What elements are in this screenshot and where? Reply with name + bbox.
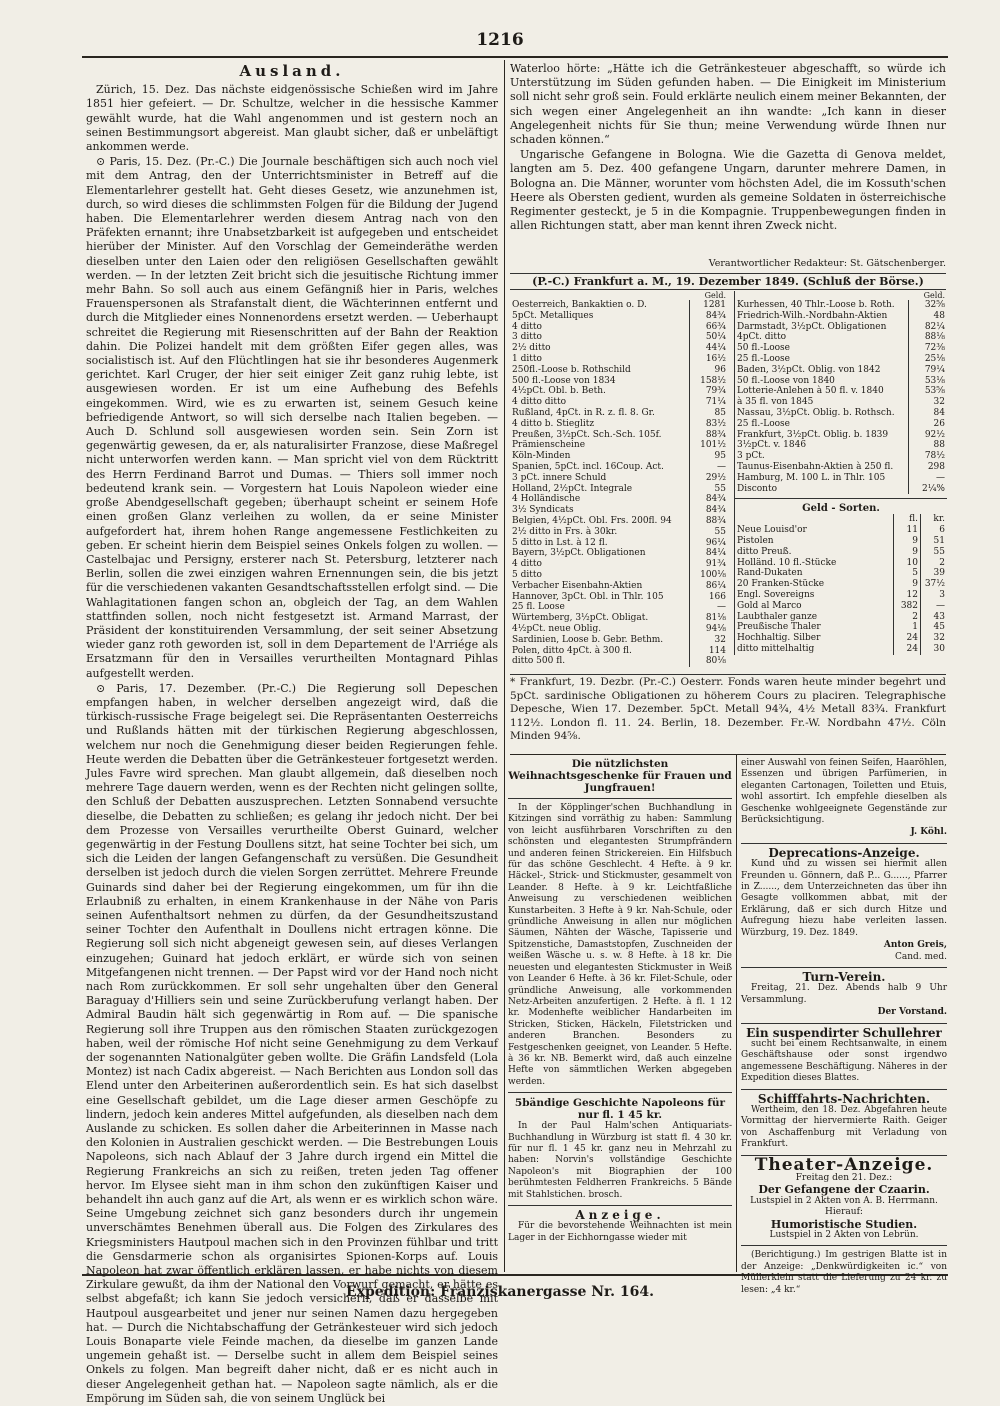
quote-row-value: 166 <box>690 592 729 603</box>
quote-row-label: Bayern, 3½pCt. Obligationen <box>512 548 646 559</box>
quote-row-label: Rußland, 4pCt. in R. z. fl. 8. Gr. <box>512 407 655 418</box>
quotes-table-right <box>735 300 947 494</box>
quote-row-value: 82¼ <box>909 322 948 333</box>
currency-row <box>735 536 947 547</box>
quote-row <box>510 494 728 505</box>
quote-row <box>510 484 728 495</box>
quote-row-label: 1 ditto <box>512 353 542 364</box>
ad-perfume-sign: J. Köhl. <box>910 827 947 838</box>
currency-row-label: Rand-Dukaten <box>737 568 803 579</box>
quote-row <box>510 592 728 603</box>
currency-row-label: Engl. Sovereigns <box>737 589 815 600</box>
quote-row-value: 84¼ <box>690 548 729 559</box>
turn-sep <box>741 967 947 968</box>
quote-row-label: Frankfurt, 3½pCt. Oblig. b. 1839 <box>737 429 889 440</box>
quote-row-value: 298 <box>909 462 948 473</box>
quote-row-label: Nassau, 3½pCt. Oblig. b. Rothsch. <box>737 407 895 418</box>
currency-row-value: 9 <box>894 579 921 590</box>
currency-row-label: Pistolen <box>737 535 774 546</box>
ad-napoleon-text: In der Paul Halm'schen Antiquariats-Buchhandlung in Würzburg ist statt fl. 4 30 kr. für nur fl. 1 45 kr. ganz neu in Mehrzahl zu haben: Norvin's vollständige Geschichte Napoleon's mit Biographien der 100 berühmtesten Feldherren Frankreichs. 5 Bände mit Stahlstichen. brosch. <box>508 1121 732 1200</box>
quote-row <box>510 559 728 570</box>
quote-row-value: 84¾ <box>690 494 729 505</box>
deprecation-sign2: Cand. med. <box>894 951 947 962</box>
exchange-note <box>510 676 946 752</box>
quote-row-label: Sardinien, Loose b. Gebr. Bethm. <box>512 634 664 645</box>
currency-row <box>735 568 947 579</box>
quote-row <box>510 332 728 343</box>
quote-row-value: 100⅛ <box>690 570 729 581</box>
currency-row <box>735 547 947 558</box>
currency-row-value: 30 <box>921 644 948 655</box>
ad-gifts-sep <box>508 798 732 799</box>
currency-row-value: 6 <box>921 525 948 536</box>
quote-row <box>735 332 947 343</box>
quote-row <box>735 365 947 376</box>
quote-row <box>510 397 728 408</box>
quote-row-label: Holland, 2½pCt. Integrale <box>512 483 633 494</box>
quote-row <box>510 300 728 311</box>
theater-play2-info: Lustspiel in 2 Akten von Lebrün. <box>769 1230 919 1241</box>
quote-row <box>735 484 947 495</box>
article-bologna: Ungarische Gefangene in Bologna. Wie die Gazetta di Genova meldet, langten am 5. Dez. 400 gefangene Ungarn, darunter mehrere Damen, in Bologna an. Die Männer, worunter vom höchsten Adel, die im Kossuth'schen Heere als Obersten gedient, wurden als gemeine Soldaten in österreichische Regimenter gesteckt, je 5 in die Kompagnie. Truppenbewegungen finden in allen Richtungen statt, aber man kennt ihren Zweck nicht. <box>510 148 946 233</box>
quote-row <box>735 300 947 311</box>
quote-row <box>510 408 728 419</box>
quote-row-value: 95 <box>690 451 729 462</box>
quote-row-label: 3½pCt. v. 1846 <box>737 440 807 451</box>
quote-row-label: Oesterreich, Bankaktien o. D. <box>512 300 647 310</box>
deprecation-text: Kund und zu wissen sei hiermit allen Freunden u. Gönnern, daß P... G......, Pfarrer in Z......, dem Unterzeichneten das über ihn Gesagte vollkommen abbat, mit der Erklärung, daß er sich durch Hitze und Aufregung hiezu habe verleiten lassen. Würzburg, 19. Dez. 1849. <box>741 859 947 938</box>
quote-row-value: 96 <box>690 365 729 376</box>
currency-row-value: — <box>921 601 948 612</box>
currency-col-kr: kr. <box>921 514 948 525</box>
quote-row <box>735 462 947 473</box>
quote-row-label: Baden, 3½pCt. Oblig. von 1842 <box>737 364 881 375</box>
currency-row <box>735 633 947 644</box>
ad-gifts-title: Die nützlichsten Weihnachtsgeschenke für Frauen und Jungfrauen! <box>508 758 732 794</box>
quote-row <box>510 527 728 538</box>
ship-text: Wertheim, den 18. Dez. Abgefahren heute Vormittag der hiervermierte Raith. Geiger von Aschaffenburg mit Verladung von Frankfurt. <box>741 1104 947 1150</box>
currency-row-value: 11 <box>894 525 921 536</box>
quote-row-value: 50¼ <box>690 332 729 343</box>
quote-row-value: 88⅛ <box>909 332 948 343</box>
quotes-table-left <box>510 300 728 667</box>
quote-row-label: 4 ditto <box>512 559 542 570</box>
quote-row <box>510 548 728 559</box>
currency-row-value: 45 <box>921 622 948 633</box>
quote-row <box>735 322 947 333</box>
quote-row-label: 4½pCt. neue Oblig. <box>512 623 602 634</box>
teacher-sep <box>741 1023 947 1024</box>
quote-row-label: 50 fl.-Loose von 1840 <box>737 375 835 386</box>
quote-row-value: 80⅛ <box>690 656 729 667</box>
exchange-block <box>510 273 946 675</box>
quote-row-value: 114 <box>690 646 729 657</box>
quote-row-label: ditto 500 fl. <box>512 656 566 667</box>
quote-row <box>510 451 728 462</box>
quote-row-label: 5 ditto in Lst. à 12 fl. <box>512 537 608 548</box>
quote-row-label: Lotterie-Anlehen à 50 fl. v. 1840 <box>737 386 884 397</box>
quotes-right-wrap <box>734 291 947 655</box>
quote-row-value: 86¼ <box>690 581 729 592</box>
quote-row-label: 4 ditto b. Stieglitz <box>512 418 595 429</box>
currency-row-value: 10 <box>894 558 921 569</box>
quote-row <box>510 602 728 613</box>
geld-label-right: Geld. <box>923 291 945 300</box>
quote-row <box>735 386 947 397</box>
quote-row <box>510 419 728 430</box>
article-waterloo: Waterloo hörte: „Hätte ich die Getränkesteuer abgeschafft, so würde ich Unterstützung im Süden gefunden haben. — Die Einigkeit im Ministerium soll nicht sehr groß sein. Fould erklärte neulich einem meiner Bekannten, der sich wegen einer Angelegenheit an ihn wandte: „Ich kann in dieser Angelegenheit nichts für Sie thun; meine Verwendung würde Ihnen nur schaden können.“ <box>510 62 946 147</box>
currency-row-label: Neue Louisd'or <box>737 525 807 536</box>
currency-separator <box>735 498 947 499</box>
currency-row-label: Holländ. 10 fl.-Stücke <box>737 557 837 568</box>
ship-title: Schifffahrts-Nachrichten. <box>757 1091 931 1106</box>
quote-row <box>735 343 947 354</box>
quote-row-label: à 35 fl. von 1845 <box>737 397 814 408</box>
quote-row <box>735 440 947 451</box>
currency-row-label: Hochhaltig. Silber <box>737 633 821 644</box>
quote-row-label: 3 ditto <box>512 332 542 343</box>
exchange-note-text: * Frankfurt, 19. Dezbr. (Pr.-C.) Oesterr. Fonds waren heute minder begehrt und 5pCt. sardinische Obligationen zu höherem Cours zu placiren. Telegraphische Depesche, Wien 17. Dezember. 5pCt. Metall 94¾, 4½ Metall 83¾. Frankfurt 112½. London fl. 11. 24. Berlin, 18. Dezember. Fr.-W. Nordbahn 47½. Cöln Minden 94⅝. <box>510 676 946 742</box>
geld-label-left: Geld. <box>704 291 726 300</box>
section-heading: Ausland. <box>239 62 345 80</box>
theater-date: Freitag den 21. Dez.: <box>795 1173 893 1183</box>
quote-row-label: 5 ditto <box>512 569 542 580</box>
currency-row-label: ditto Preuß. <box>737 546 792 557</box>
quote-row-label: 4 ditto <box>512 321 542 332</box>
quote-row-value: 83½ <box>690 419 729 430</box>
currency-row-value: 39 <box>921 568 948 579</box>
quote-row-label: 3½ Syndicats <box>512 505 574 516</box>
ads-right-column <box>741 758 947 1295</box>
turn-text: Freitag, 21. Dez. Abends halb 9 Uhr Versammlung. <box>741 983 947 1005</box>
exchange-title: (P.-C.) Frankfurt a. M., 19. Dezember 1849. (Schluß der Börse.) <box>510 274 946 290</box>
quote-row-value: 84¾ <box>690 311 729 322</box>
quote-row <box>510 570 728 581</box>
quote-row-value: 2¼% <box>909 484 948 495</box>
quote-row-value: 71¼ <box>690 397 729 408</box>
currency-row <box>735 579 947 590</box>
currency-row <box>735 622 947 633</box>
ad-perfume-text: einer Auswahl von feinen Seifen, Haaröhlen, Essenzen und übrigen Parfümerien, in eleganten Cartonagen, Toiletten und Etuis, wohl assortirt. Ich empfehle dieselben als Geschenke wohlgeeignete Gegenstände zur Berücksichtigung. <box>741 758 947 826</box>
quote-row <box>735 311 947 322</box>
currency-col-fl: fl. <box>894 514 921 525</box>
currency-row <box>735 558 947 569</box>
quote-row-label: Polen, ditto 4pCt. à 300 fl. <box>512 645 632 656</box>
currency-row <box>735 525 947 536</box>
quote-row <box>510 311 728 322</box>
quote-row-value: 84¾ <box>690 505 729 516</box>
quote-row-label: Darmstadt, 3½pCt. Obligationen <box>737 321 887 332</box>
right-top-articles <box>510 62 946 258</box>
currency-row-value: 5 <box>894 568 921 579</box>
quote-row-label: Kurhessen, 40 Thlr.-Loose b. Roth. <box>737 300 895 310</box>
quote-row-label: 3 pCt. innere Schuld <box>512 472 607 483</box>
quote-row-value: 79¾ <box>690 386 729 397</box>
quote-row-label: 250fl.-Loose b. Rothschild <box>512 364 631 375</box>
quote-row-value: 158½ <box>690 376 729 387</box>
article-zurich: Zürich, 15. Dez. Das nächste eidgenössische Schießen wird im Jahre 1851 hier gefeiert. — Dr. Schultze, welcher in die hessische Kammer gewählt wurde, hat die Wahl angenommen und ist gestern noch an seinen Bestimmungsort abgereist. Man glaubt sicher, daß er unbeläftigt ankommen werde. <box>86 83 498 154</box>
deprecation-title: Deprecations-Anzeige. <box>768 845 920 860</box>
ads-left-column <box>508 758 732 1270</box>
quote-row-label: Taunus-Eisenbahn-Aktien à 250 fl. <box>737 461 894 472</box>
quote-row-label: Friedrich-Wilh.-Nordbahn-Aktien <box>737 310 888 321</box>
quote-row <box>510 365 728 376</box>
quote-row <box>735 451 947 462</box>
quote-row <box>735 419 947 430</box>
quote-row-value: 26 <box>909 419 948 430</box>
quote-row <box>735 473 947 484</box>
quote-row <box>510 462 728 473</box>
currency-row <box>735 601 947 612</box>
currency-row-value: 51 <box>921 536 948 547</box>
currency-row-label: Preußische Thaler <box>737 622 821 633</box>
quote-row-value: — <box>690 462 729 473</box>
quote-row-value: 32 <box>690 635 729 646</box>
currency-title: Geld - Sorten. <box>802 503 880 515</box>
quote-row-label: Köln-Minden <box>512 451 571 462</box>
ad-napoleon-sep <box>508 1092 732 1093</box>
quote-row <box>510 581 728 592</box>
right-lower-divider <box>736 755 737 1272</box>
editor-text: Verantwortlicher Redakteur: St. Gätschenberger. <box>708 258 946 269</box>
quote-row <box>510 505 728 516</box>
quote-row <box>510 343 728 354</box>
currency-row <box>735 644 947 655</box>
column-divider <box>504 60 505 1272</box>
quote-row-value: 72⅜ <box>909 343 948 354</box>
currency-table <box>735 514 947 654</box>
quote-row <box>510 440 728 451</box>
quote-row-label: 500 fl.-Loose von 1834 <box>512 375 616 386</box>
ship-sep <box>741 1089 947 1090</box>
correction-sep <box>741 1245 947 1246</box>
quote-row-label: 50 fl.-Loose <box>737 343 790 354</box>
quote-row-value: 94⅛ <box>690 624 729 635</box>
quote-row <box>510 386 728 397</box>
page-number: 1216 <box>476 30 524 50</box>
quote-row-label: Disconto <box>737 483 778 494</box>
quote-row-value: 101½ <box>690 440 729 451</box>
currency-row-value: 55 <box>921 547 948 558</box>
left-column <box>86 62 498 1405</box>
quote-row-value: 88¾ <box>690 516 729 527</box>
quote-row-value: 81⅛ <box>690 613 729 624</box>
quote-row <box>510 516 728 527</box>
quotes-left-wrap <box>510 291 728 667</box>
currency-row-value: 382 <box>894 601 921 612</box>
quote-row-value: 32⅝ <box>909 300 948 311</box>
quote-row-value: 29½ <box>690 473 729 484</box>
quote-row-label: Prämienscheine <box>512 440 586 451</box>
quote-row-label: 25 fl. Loose <box>512 602 565 613</box>
quote-row-label: Hamburg, M. 100 L. in Thlr. 105 <box>737 472 886 483</box>
quote-row-label: 2½ ditto <box>512 343 551 354</box>
quote-row-label: 3 pCt. <box>737 451 765 462</box>
quote-row-value: 53⅛ <box>909 376 948 387</box>
currency-col-name <box>735 514 894 525</box>
quote-row-value: 25⅛ <box>909 354 948 365</box>
quote-row <box>510 624 728 635</box>
editor-line <box>510 258 946 272</box>
currency-row-value: 24 <box>894 633 921 644</box>
currency-row-label: 20 Franken-Stücke <box>737 579 825 590</box>
currency-row-value: 9 <box>894 547 921 558</box>
currency-row-value: 9 <box>894 536 921 547</box>
quote-row <box>735 354 947 365</box>
theater-title: Theater-Anzeige. <box>754 1154 934 1175</box>
quote-row <box>510 635 728 646</box>
quote-row-value: 91¾ <box>690 559 729 570</box>
theater-play: Der Gefangene der Czaarin. <box>758 1183 930 1197</box>
quote-row-value: — <box>909 473 948 484</box>
quote-row <box>510 613 728 624</box>
quote-row-value: 44¼ <box>690 343 729 354</box>
footer-expedition: Expedition: Franziskanergasse Nr. 164. <box>345 1284 654 1300</box>
deprecation-sign: Anton Greis, <box>883 940 947 951</box>
article-paris-17: ⊙ Paris, 17. Dezember. (Pr.-C.) Die Regierung soll Depeschen empfangen haben, in welcher derselben angezeigt wird, daß die türkisch-russische Frage beigelegt sei. Die Repräsentanten Oesterreichs und Rußlands hätten mit der türkischen Regierung abgeschlossen, welchem nur noch die Genehmigung dieser beiden Regierungen fehle. Heute werden die Debatten über die Getränkesteuer fortgesetzt werden. Jules Favre wird sprechen. Man glaubt allgemein, daß dieselben noch mehrere Tage dauern werden, wenn es der Rechten nicht gelingen sollte, den Schluß der Debatten auszusprechen. Letzten Sonnabend versuchte dieselbe, die Debatten zu schließen; es gelang ihr jedoch nicht. Der bei dem Prozesse von Versailles verurtheilte Oberst Guinard, welcher gegenwärtig in der Festung Doullens sitzt, hat seine Tochter bei sich, um sich die Leiden der langen Gefangenschaft zu versüßen. Die Gesundheit derselben ist jedoch durch die vielen Sorgen zerrüttet. Mehrere Freunde Guinards sind daher bei der Regierung eingekommen, um für ihn die Erlaubniß zu erhalten, in einem Krankenhause in der Nähe von Paris seinen Aufenthaltsort nehmen zu dürfen, da der Gesundheitszustand seiner Tochter den Aufenthalt in Doullens nicht ertragen könne. Die Regierung soll sich nicht abgeneigt gewesen sein, auf dieses Verlangen einzugehen; Guinard hat jedoch erklärt, er würde sich von seinen Mitgefangenen nicht trennen. — Der Papst wird vor der Hand noch nicht nach Rom zurückkommen. Er soll sehr ungehalten über den General Baraguay d'Hilliers sein und seine Zurückberufung verlangt haben. Der Admiral Baudin hält sich gegenwärtig in Rom auf. — Die spanische Regierung soll ihre Truppen aus den römischen Staaten zurückgezogen haben, weil der römische Hof nicht seine Genehmigung zu dem Verkauf der sogenannten Nationalgüter geben wollte. Die Gräfin Landsfeld (Lola Montez) ist nach Cadix abgereist. — Nach Berichten aus London soll das Elend unter den Arbeiterinen außerordentlich sein. Es hat sich daselbst eine Gesellschaft gebildet, um die Lage dieser armen Geschöpfe zu lindern, jedoch kein anderes Mittel aufgefunden, als dieselben nach dem Auslande zu schicken. Es sollen daher die Arbeiterinnen in Masse nach den Kolonien in Australien geschickt werden. — Die Bestrebungen Louis Napoleons, sich nach Ablauf der 3 Jahre durch irgend ein Mittel die Regierung Frankreichs an sich zu reißen, treten jeden Tag offener hervor. Im Elysee sieht man in ihm schon den zukünftigen Kaiser und behandelt ihn auch ganz auf die Art, als wenn er es wirklich schon wäre. Seine Umgebung zeichnet sich ganz besonders durch ihr ungemein unverschämtes Benehmen überall aus. Die Folgen des Zirkulares des Kriegsministers Hautpoul machen sich in den Provinzen fühlbar und tritt die Gensdarmerie schon als organisirtes Spionen-Korps auf. Louis Napoleon hat zwar öffentlich erklären lassen, er habe nichts von diesem Zirkulare gewußt, da ihm der National den Vorwurf gemacht, er hätte es selbst abgefaßt; ich kann Sie jedoch versichern, daß er dasselbe mit Hautpoul ausgearbeitet und jener nur seinen Namen dazu hergegeben hat. — Durch die Nichtabschaffung der Getränkesteuer wird sich jedoch Louis Bonaparte viele Feinde machen, da dieselbe im ganzen Lande ungemein gehaßt ist. — Derselbe sucht in allem dem Beispiel seines Onkels zu folgen. Man begreift daher nicht, daß er es nicht auch in dieser Angelegenheit gethan hat. — Napoleon sagte nämlich, als er die Empörung im Süden sah, die von seinem Unglück bei <box>86 681 498 1405</box>
quote-row <box>735 430 947 441</box>
deprecation-sep <box>741 843 947 844</box>
quote-row-value: 1281 <box>690 300 729 311</box>
theater-play2: Humoristische Studien. <box>770 1217 918 1231</box>
teacher-text: sucht bei einem Rechtsanwalte, in einem Geschäftshause oder sonst irgendwo angemessene Beschäftigung. Näheres in der Expedition dieses Blattes. <box>741 1038 947 1084</box>
turn-title: Turn-Verein. <box>802 969 886 984</box>
quote-row-value: 55 <box>690 527 729 538</box>
quote-row-value: 88¾ <box>690 430 729 441</box>
currency-row-value: 32 <box>921 633 948 644</box>
correction-text: (Berichtigung.) Im gestrigen Blatte ist in der Anzeige: „Denkwürdigkeiten ic.“ von Müllerklein statt die Lieferung zu 24 kr. zu lesen: „4 kr.“ <box>741 1250 947 1295</box>
quote-row-value: 88 <box>909 440 948 451</box>
quote-row-label: Belgien, 4½pCt. Obl. Frs. 200fl. 94 <box>512 515 672 526</box>
currency-row-value: 12 <box>894 590 921 601</box>
quote-row-value: 55 <box>690 484 729 495</box>
quote-row <box>510 473 728 484</box>
turn-sign: Der Vorstand. <box>877 1007 947 1018</box>
currency-row-value: 24 <box>894 644 921 655</box>
quote-row <box>510 656 728 667</box>
quote-row <box>510 430 728 441</box>
quote-row-value: 48 <box>909 311 948 322</box>
quote-row <box>510 322 728 333</box>
quote-row-label: 5pCt. Metalliques <box>512 310 594 321</box>
quote-row-label: 2½ ditto in Frs. à 30kr. <box>512 526 618 537</box>
currency-row-label: Laubthaler ganze <box>737 611 818 622</box>
ad-gifts-text: In der Köpplinger'schen Buchhandlung in Kitzingen sind vorräthig zu haben: Sammlung von leicht ausführbaren Vorschriften zu den schönsten und elegantesten Strumpfrändern und anderen feinen Strickereien. Ein Hilfsbuch für das schöne Geschlecht. 4 Hefte. à 9 kr. Häckel-, Strick- und Stickmuster, gesammelt von Leander. 8 Hefte. à 9 kr. Leichtfaßliche Anweisung zu verschiedenen weiblichen Kunstarbeiten. 3 Hefte à 9 kr. Nah-Schule, oder gründliche Anweisung in allen nur möglichen Säumen, Nähten der Wäsche, Tapisserie und Spitzenstiche, Damaststopfen, Zuschneiden der weißen Wäsche u. s. w. 8 Hefte. à 18 kr. Die neuesten und elegantesten Stickmuster in Weiß von Leander 6 Hefte. à 36 kr. Filet-Schule, oder gründliche Anweisung, alle vorkommenden Netz-Arbeiten anzufertigen. 2 Hefte. à fl. 1 12 kr. Modenhefte weiblicher Handarbeiten im Stricken, Sticken, Häckeln, Filetstricken und anderen Branchen. Besonders zu Festgeschenken geeignet, von Leander. 5 Hefte. à 36 kr. NB. Bemerkt wird, daß auch einzelne Hefte von sämmtlichen Werken abgegeben werden. <box>508 803 732 1087</box>
currency-row <box>735 590 947 601</box>
quote-row <box>510 354 728 365</box>
currency-row-value: 2 <box>894 612 921 623</box>
quote-row-label: 4 ditto ditto <box>512 397 567 408</box>
top-rule <box>82 56 948 58</box>
theater-play-info: Lustspiel in 2 Akten von A. B. Herrmann. <box>750 1195 938 1206</box>
currency-row <box>735 612 947 623</box>
article-paris-15: ⊙ Paris, 15. Dez. (Pr.-C.) Die Journale beschäftigen sich auch noch viel mit dem Antrag, den der Unterrichtsminister in Betreff auf die Elementarlehrer gestellt hat. Geht dieses Gesetz, wie anzunehmen ist, durch, so wird dieses die schlimmsten Folgen für die Bildung der Jugend haben. Die Elementarlehrer werden diesem Antrag nach von den Präfekten ernannt; ihre Unabsetzbarkeit ist aufgegeben und entscheidet hierüber der Minister. Auf den Vorschlag der Gemeinderäthe werden dieselben unter den Laien oder den religiösen Gesellschaften gewählt werden. — In der letzten Zeit bricht sich die jesuitische Richtung immer mehr Bahn. So soll auch aus einem Gefängniß hier in Paris, welches Frauenspersonen als Strafanstalt dient, die Wächterinnen entfernt und durch die Mitglieder eines Nonnenordens ersetzt werden. — Ueberhaupt schreitet die Regierung mit Riesenschritten auf der Bahn der Reaktion dahin. Die Polizei handelt mit dem größten Eifer gegen alles, was socialistisch ist. Auf den Flüchtlingen hat sie ihr besonderes Augenmerk gerichtet. Karl Cruger, der hier seit einiger Zeit ganz ruhig lebte, ist ausgewiesen worden. Er ist um eine Aufhebung des Befehls eingekommen. Wird, wie es zu erwarten ist, seinem Gesuch keine befriedigende Antwort, so will sich derselbe nach Italien begeben. — Auch D. Schlund soll ausgewiesen worden sein. Sein Zorn ist gegenwärtig gewesen, da er, als naturalisirter Franzose, diese Maßregel nicht unterworfen werden kann. — Man spricht viel von dem Rücktritt des Herrn Ferdinand Barrot und Dumas. — Thiers soll immer noch bedeutend krank sein. — Vorgestern hat Louis Napoleon wieder eine große Abendgesellschaft gegeben; überhaupt scheint er seinem Hofe einen großen Glanz verleihen zu wollen, da er seine Minister aufgefordert hat, ihrem hohen Range angemessene Festlichkeiten zu geben. Er scheint hierin dem Beispiel seines Onkels folgen zu wollen. — Castelbajac und Persigny, ersterer nach St. Petersburg, letzterer nach Berlin, sollen die zwei einzigen wahren Ernennungen sein, die bis jetzt für die verschiedenen vakanten Gesandtschaftsstellen erfolgt sind. — Die Wahlagitationen fangen schon an, obgleich der Tag, an dem Wahlen stattfinden sollen, noch nicht festgesetzt ist. Armand Marrast, der Präsident der konstituirenden Versammlung, der seit seiner Absetzung wieder ganz roth geworden ist, soll in dem Departement de l'Arriége als Ersatzmann für den in Versailles verurtheilten Montagnard Pihlas aufgestellt werden. <box>86 155 498 680</box>
quote-row-label: 25 fl.-Loose <box>737 418 790 429</box>
quote-row-label: Preußen, 3½pCt. Sch.-Sch. 105f. <box>512 429 662 440</box>
quote-row-value: 66¾ <box>690 322 729 333</box>
currency-row-value: 1 <box>894 622 921 633</box>
quote-row <box>510 376 728 387</box>
currency-row-value: 37½ <box>921 579 948 590</box>
currency-row-value: 43 <box>921 612 948 623</box>
quote-row-value: 79¼ <box>909 365 948 376</box>
quote-row <box>510 646 728 657</box>
quote-row <box>735 397 947 408</box>
ad-anzeige-text: Für die bevorstehende Weihnachten ist mein Lager in der Eichhorngasse wieder mit <box>508 1221 732 1243</box>
quote-row-value: 78½ <box>909 451 948 462</box>
currency-row-value: 2 <box>921 558 948 569</box>
quote-row-value: 85 <box>690 408 729 419</box>
quote-row-value: 16½ <box>690 354 729 365</box>
currency-row-label: ditto mittelhaltig <box>737 643 815 654</box>
currency-row-value: 3 <box>921 590 948 601</box>
currency-row-label: Gold al Marco <box>737 600 802 611</box>
quote-row-label: Verbacher Eisenbahn-Aktien <box>512 580 643 591</box>
quote-row-label: 4 Holländische <box>512 494 581 505</box>
quote-row <box>510 538 728 549</box>
quote-row-label: 4pCt. ditto <box>737 332 787 343</box>
ad-anzeige-title: Anzeige. <box>575 1208 665 1222</box>
quote-row-value: 84 <box>909 408 948 419</box>
quote-row-label: Würtemberg, 3½pCt. Obligat. <box>512 613 649 624</box>
quote-row-value: — <box>690 602 729 613</box>
quote-row-label: 4½pCt. Obl. b. Beth. <box>512 386 606 397</box>
quote-row-label: Spanien, 5pCt. incl. 16Coup. Act. <box>512 461 664 472</box>
quote-row-label: 25 fl.-Loose <box>737 353 790 364</box>
quote-row <box>735 376 947 387</box>
quote-row <box>735 408 947 419</box>
exchange-note-rule <box>510 754 946 755</box>
quote-row-value: 32 <box>909 397 948 408</box>
quote-row-value: 96¼ <box>690 538 729 549</box>
teacher-title: Ein suspendirter Schullehrer <box>746 1025 942 1040</box>
theater-hierauf: Hierauf: <box>825 1207 863 1218</box>
quote-row-value: 53⅝ <box>909 386 948 397</box>
ad-anzeige-sep <box>508 1205 732 1206</box>
quote-row-label: Hannover, 3pCt. Obl. in Thlr. 105 <box>512 591 664 602</box>
quote-row-value: 92½ <box>909 430 948 441</box>
ad-napoleon-title: 5bändige Geschichte Napoleons für nur fl. 1 45 kr. <box>514 1097 726 1122</box>
